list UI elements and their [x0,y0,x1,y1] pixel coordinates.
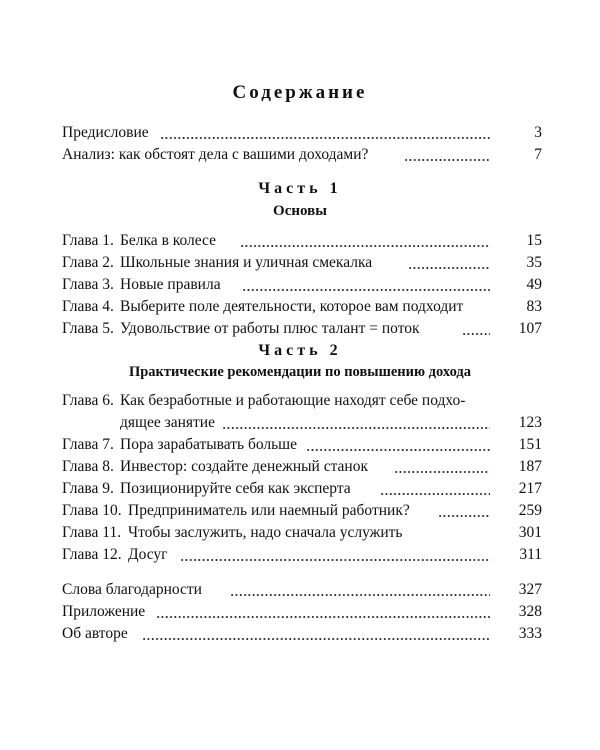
toc-entry-chapter-7 [62,435,542,455]
toc-entry-chapter-3 [62,275,542,295]
chapter-prefix: Глава 5. [62,320,114,337]
chapter-prefix: Глава 9. [62,480,114,497]
entry-page: 151 [518,436,542,453]
entry-page: 3 [534,124,542,141]
chapter-title: Новые правила [120,275,224,295]
entry-page: 15 [526,232,542,249]
entry-label: Анализ: как обстоят дела с вашими доходами? [62,146,369,163]
entry-page: 328 [518,603,542,620]
toc-entry-chapter-6-cont [62,413,542,433]
chapter-prefix: Глава 2. [62,254,114,271]
entry-page: 7 [534,146,542,163]
chapter-title: Позиционируйте себя как эксперта [120,479,354,499]
chapter-title: Как безработные и работающие находят себе подхо- [120,391,468,411]
dot-leader [156,616,490,618]
dot-leader [408,267,490,269]
entry-page: 217 [518,480,542,497]
toc-entry-chapter-6 [62,391,542,411]
toc-entry-about-author [62,624,542,644]
dot-leader [180,559,490,561]
toc-entry-chapter-12 [62,545,542,565]
chapter-prefix: Глава 4. [62,298,114,315]
toc-entry-chapter-1 [62,231,542,251]
toc-entry-analysis [62,145,542,165]
toc-entry-preface [62,123,542,143]
part-1-number: Часть 1 [258,180,342,197]
dot-leader [462,333,490,335]
part-1-title: Основы [273,203,327,219]
dot-leader [222,427,490,429]
chapter-prefix: Глава 12. [62,546,122,563]
dot-leader [230,594,490,596]
toc-entry-chapter-4 [62,297,542,317]
dot-leader [394,471,490,473]
entry-page: 107 [518,320,542,337]
chapter-prefix: Глава 1. [62,232,114,249]
chapter-title: Выберите поле деятельности, которое вам подходит [120,297,466,317]
dot-leader [404,159,490,161]
dot-leader [242,289,490,291]
toc-entry-chapter-9 [62,479,542,499]
entry-label: Приложение [62,603,146,620]
entry-page: 123 [518,414,542,431]
chapter-title: Пора зарабатывать больше [120,435,300,455]
chapter-title: Белка в колесе [120,231,219,251]
entry-page: 49 [526,276,542,293]
chapter-prefix: Глава 10. [62,502,122,519]
dot-leader [142,638,490,640]
entry-page: 311 [519,546,542,563]
chapter-title: Досуг [128,545,171,565]
entry-page: 301 [518,524,542,541]
toc-entry-chapter-5 [62,319,542,339]
chapter-prefix: Глава 8. [62,458,114,475]
chapter-prefix: Глава 3. [62,276,114,293]
toc-entry-chapter-10 [62,501,542,521]
chapter-title-continuation: дящее занятие [120,413,218,433]
dot-leader [240,245,490,247]
page-title: Содержание [232,82,368,103]
chapter-title: Чтобы заслужить, надо сначала услужить [128,523,406,543]
dot-leader [438,515,490,517]
entry-page: 83 [526,298,542,315]
entry-page: 187 [518,458,542,475]
entry-page: 35 [526,254,542,271]
dot-leader [380,493,490,495]
entry-label: Об авторе [62,625,128,642]
dot-leader [160,137,490,139]
chapter-title: Инвестор: создайте денежный станок [120,457,371,477]
toc-entry-appendix [62,602,542,622]
chapter-prefix: Глава 6. [62,392,114,409]
chapter-title: Школьные знания и уличная смекалка [120,253,375,273]
chapter-title: Предприниматель или наемный работник? [128,501,413,521]
entry-page: 259 [518,502,542,519]
toc-entry-chapter-11 [62,523,542,543]
toc-entry-chapter-8 [62,457,542,477]
chapter-title: Удовольствие от работы плюс талант = поток [120,319,423,339]
entry-page: 327 [518,581,542,598]
part-2-title: Практические рекомендации по повышению дохода [128,364,472,380]
toc-entry-acknowledgements [62,580,542,600]
dot-leader [306,449,490,451]
chapter-prefix: Глава 7. [62,436,114,453]
entry-label: Слова благодарности [62,581,202,598]
entry-label: Предисловие [62,124,149,141]
toc-entry-chapter-2 [62,253,542,273]
part-2-number: Часть 2 [258,342,342,359]
entry-page: 333 [518,625,542,642]
chapter-prefix: Глава 11. [62,524,122,541]
